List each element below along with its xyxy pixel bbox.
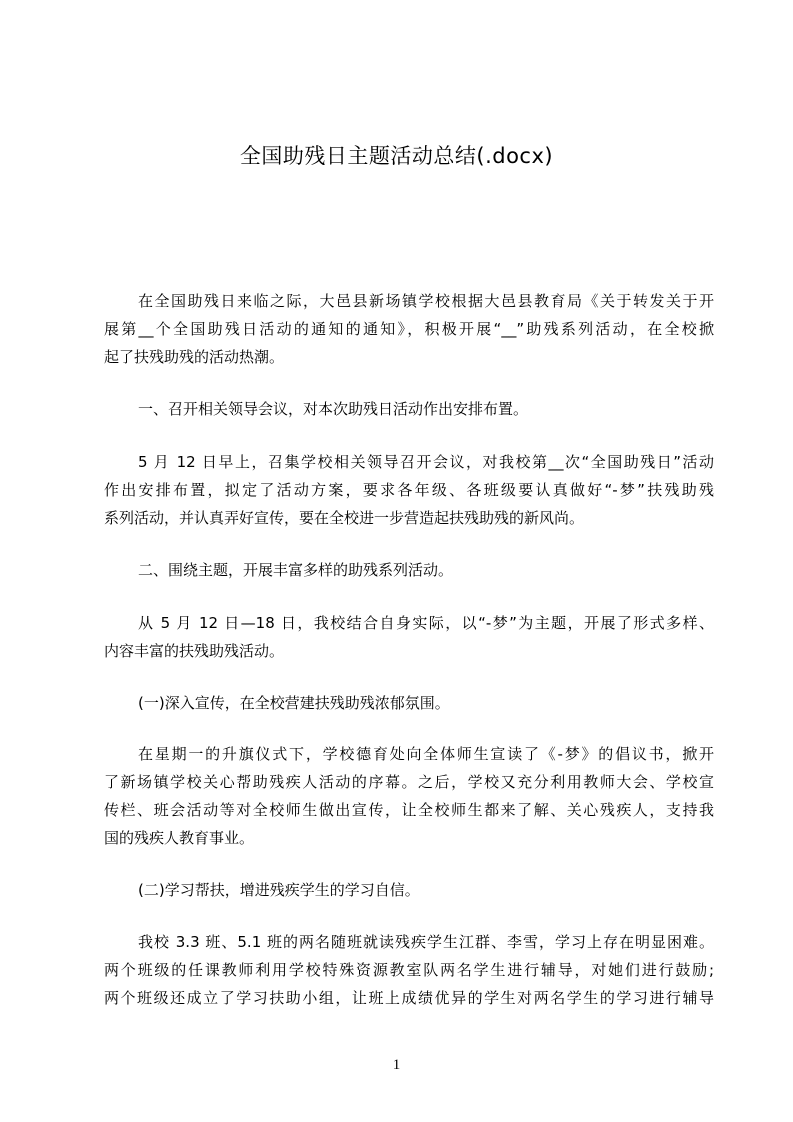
paragraph-line: 在全国助残日来临之际，大邑县新场镇学校根据大邑县教育局《关于转发关于开 (138, 292, 714, 310)
paragraph-line: 系列活动，并认真弄好宣传，要在全校进一步营造起扶残助残的新风尚。 (104, 509, 585, 527)
paragraph-line: 两个班级还成立了学习扶助小组，让班上成绩优异的学生对两名学生的学习进行辅导 (104, 989, 714, 1007)
paragraph-line: 展第__个全国助残日活动的通知的通知》，积极开展“__”助残系列活动，在全校掀 (104, 320, 714, 338)
paragraph-line: 在星期一的升旗仪式下，学校德育处向全体师生宣读了《-梦》的倡议书，掀开 (138, 745, 714, 763)
paragraph-line: 起了扶残助残的活动热潮。 (104, 348, 285, 366)
subsection-heading-1: (一)深入宣传，在全校营建扶残助残浓郁氛围。 (138, 694, 450, 712)
paragraph-line: 从 5 月 12 日—18 日，我校结合自身实际，以“-梦”为主题，开展了形式多样、 (138, 614, 714, 632)
paragraph-line: 传栏、班会活动等对全校师生做出宣传，让全校师生都来了解、关心残疾人，支持我 (104, 801, 714, 819)
paragraph-line: 两个班级的任课教师利用学校特殊资源教室队两名学生进行辅导，对她们进行鼓励; (104, 961, 714, 979)
paragraph-line: 5 月 12 日早上，召集学校相关领导召开会议，对我校第__次“全国助残日”活动 (138, 453, 714, 471)
paragraph-line: 内容丰富的扶残助残活动。 (104, 642, 285, 660)
section-heading-1: 一、召开相关领导会议，对本次助残日活动作出安排布置。 (138, 400, 529, 418)
section-heading-2: 二、围绕主题，开展丰富多样的助残系列活动。 (138, 561, 454, 579)
paragraph-line: 了新场镇学校关心帮助残疾人活动的序幕。之后，学校又充分利用教师大会、学校宣 (104, 773, 714, 791)
paragraph-activities (104, 609, 714, 665)
document-title: 全国助残日主题活动总结(.docx) (239, 144, 554, 168)
page-number: 1 (392, 1057, 401, 1073)
paragraph-line: 作出安排布置，拟定了活动方案，要求各年级、各班级要认真做好“-梦”扶残助残 (104, 481, 714, 499)
paragraph-study-support (104, 928, 714, 1012)
paragraph-publicity (104, 740, 714, 852)
paragraph-line: 我校 3.3 班、5.1 班的两名随班就读残疾学生江群、李雪，学习上存在明显困难。 (138, 933, 714, 951)
subsection-heading-2: (二)学习帮扶，增进残疾学生的学习自信。 (138, 881, 420, 899)
paragraph-meeting (104, 448, 714, 532)
paragraph-intro (104, 287, 714, 371)
paragraph-line: 国的残疾人教育事业。 (104, 829, 255, 847)
